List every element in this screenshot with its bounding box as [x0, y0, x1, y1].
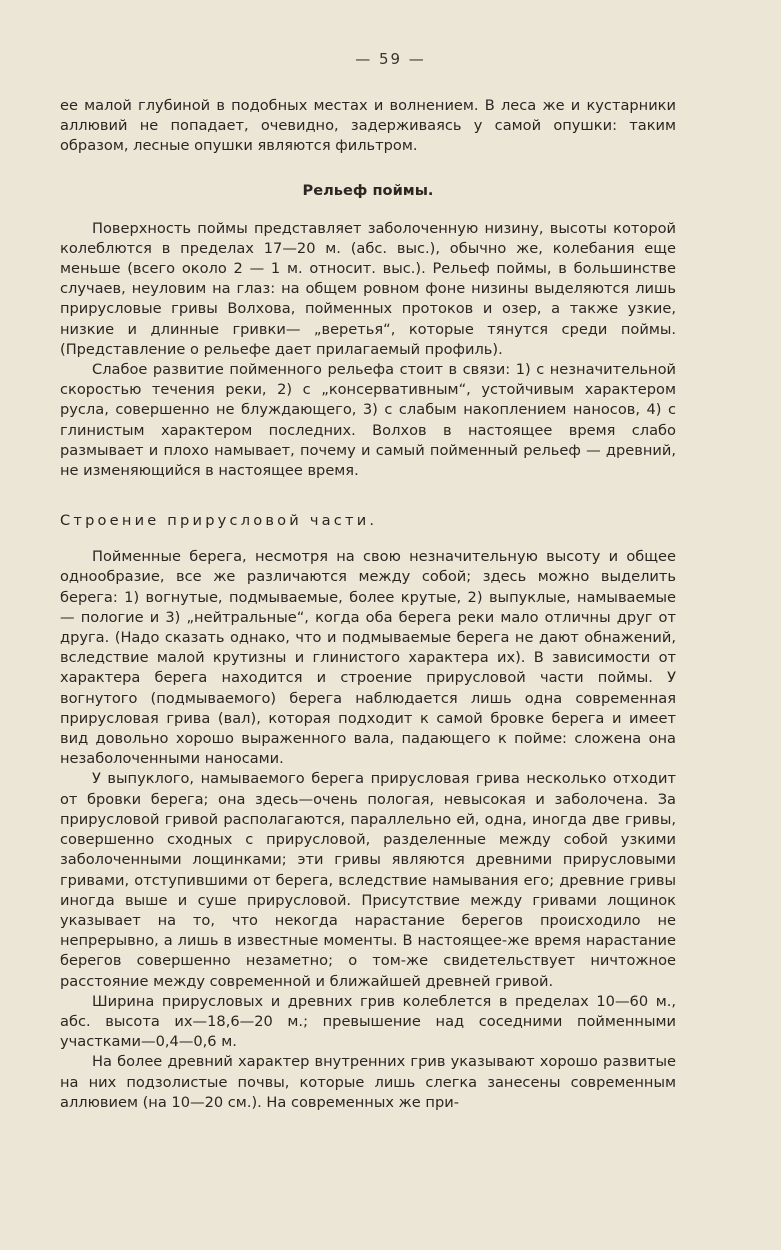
page-number: — 59 — — [355, 50, 426, 68]
section-heading-relief: Рельеф поймы. — [302, 181, 434, 199]
paragraph: Поверхность поймы представляет заболоченную низину, высоты которой колеблются в пределах 17—20 м. (абс. выс.), обычно же, колебания еще меньше (всего около 2 — 1 м. относит. выс.). Рельеф поймы, в большинстве случаев, неуловим на глаз: на общем ровном фоне низины выделяются лишь прирусловые гривы Волхова, пойменных протоков и озер, а также узкие, низкие и длинные гривки— „веретья“, которые тянутся среди поймы. (Представление о рельефе дает прилагаемый профиль). — [60, 219, 676, 358]
paragraph: Пойменные берега, несмотря на свою незначительную высоту и общее однообразие, все же различаются между собой; здесь можно выделить берега: 1) вогнутые, подмываемые, более крутые, 2) выпуклые, намываемые — пологие и 3) „нейтральные“, когда оба берега реки мало отличны друг от друга. (Надо сказать однако, что и подмываемые берега не дают обнажений, вследствие малой крутизны и глинистого характера их). В зависимости от характера берега находится и строение прирусловой части поймы. У вогнутого (подмываемого) берега наблюдается лишь одна современная прирусловая грива (вал), которая подходит к самой бровке берега и имеет вид довольно хорошо выраженного вала, падающего к пойме: сложена она незаболоченными наносами. — [60, 548, 676, 768]
body-text — [60, 96, 676, 1113]
paragraph: На более древний характер внутренних грив указывают хорошо развитые на них подзолистые почвы, которые лишь слегка занесены современным аллювием (на 10—20 см.). На современных же при- — [60, 1053, 676, 1111]
paragraph: Ширина прирусловых и древних грив колеблется в пределах 10—60 м., абс. высота их—18,6—20 м.; превышение над соседними пойменными участками—0,4—0,6 м. — [60, 992, 676, 1051]
section-heading-structure: Строение прирусловой части. — [60, 512, 378, 530]
paragraph: У выпуклого, намываемого берега прирусловая грива несколько отходит от бровки берега; она здесь—очень пологая, невысокая и заболочена. За прирусловой гривой располагаются, параллельно ей, одна, иногда две гривы, совершенно сходных с прирусловой, разделенные между собой узкими заболоченными лощинками; эти гривы являются древними прирусловыми гривами, отступившими от берега, вследствие намывания его; древние гривы иногда выше и суше прирусловой. Присутствие между гривами лощинок указывает на то, что некогда нарастание берегов происходило не непрерывно, а лишь в известные моменты. В настоящее-же время нарастание берегов совершенно незаметно; о том-же свидетельствует ничтожное расстояние между современной и ближайшей древней гривой. — [60, 770, 676, 990]
paragraph-continued: ее малой глубиной в подобных местах и волнением. В леса же и кустарники аллювий не попадает, очевидно, задерживаясь у самой опушки: таким образом, лесные опушки являются фильтром. — [60, 97, 676, 155]
paragraph: Слабое развитие пойменного рельефа стоит в связи: 1) с незначительной скоростью течения реки, 2) с „консервативным“, устойчивым характером русла, совершенно не блуждающего, 3) с слабым накоплением наносов, 4) с глинистым характером последних. Волхов в настоящее время слабо размывает и плохо намывает, почему и самый пойменный рельеф — древний, не изменяющийся в настоящее время. — [60, 361, 676, 480]
